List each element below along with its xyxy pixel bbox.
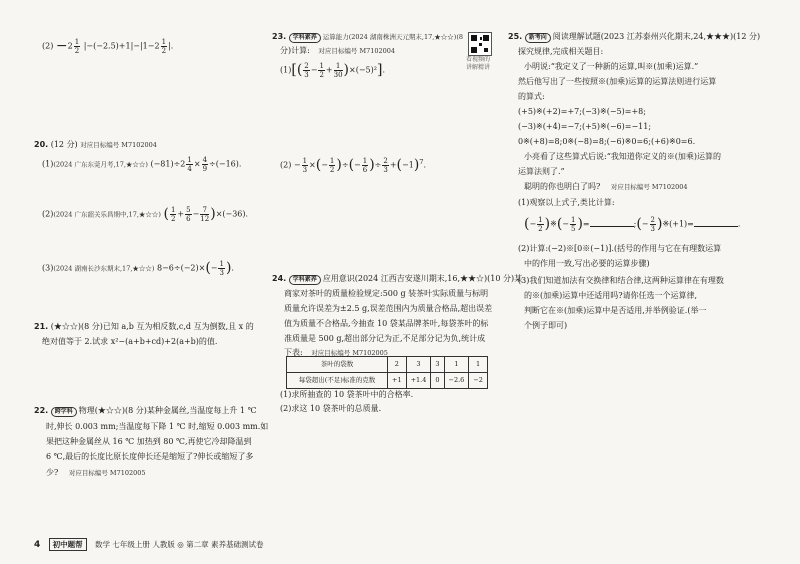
q25-line-with-target [524, 180, 688, 194]
page-footer [34, 538, 264, 551]
q25-text-line1: 阅读理解试题(2023 江苏泰州兴化期末,24,★★★)(12 分) [552, 32, 761, 41]
q25-part2-line1: (2)计算:(−2)※[0※(−1)].(括号的作用与它在有理数运算 [518, 244, 722, 253]
q25-part2-line2: 中的作用一致,写出必要的运算步骤) [524, 259, 650, 268]
q25-line: (−3)※(+4)=−7;(+5)※(−6)=−11; [518, 122, 652, 131]
q25-line: 0※(+8)=8;0※(−8)=8;(−6)※0=6;(+6)※0=6. [518, 137, 696, 146]
target-code: 对应目标编号 M7102005 [311, 349, 388, 357]
q24-text-line5: 准质量是 500 g,超出部分记为正,不足部分记为负,统计成 [284, 334, 486, 343]
q24-part2: (2)求这 10 袋茶叶的总质量. [280, 404, 382, 413]
q21 [34, 320, 254, 333]
q25-line: (+5)※(+2)=+7;(−3)※(−5)=+8; [518, 107, 646, 116]
q19-part2: (2) −2 $\frac{1}{2}$ |−(−2.5)+1|−|1−2 $\frac{1}{2}$ |. [42, 38, 174, 55]
table-row [287, 357, 488, 373]
target-code: 对应目标编号 M7102004 [318, 47, 396, 55]
qr-caption: 看视频的讲解精讲 [466, 56, 491, 71]
question-number: 24. [272, 274, 287, 283]
q25-line: 探究规律,完成相关题目: [518, 47, 604, 56]
target-code: 对应目标编号 M7102004 [610, 183, 688, 191]
table-row [287, 373, 488, 389]
table-cell: 1 [469, 357, 488, 373]
q20-part2: (2)(2024 广东韶关乐昌期中,17,★☆☆) ( $\frac{1}{2}$ + $\frac{5}{6}$ − $\frac{7}{12}$ )×(−36). [42, 206, 249, 223]
q23-text-line2: 分)计算: [280, 46, 310, 55]
q24-header [272, 272, 522, 285]
subject-tag: 学科素养 [289, 275, 321, 285]
qr-code-icon [468, 32, 492, 56]
q25-line: 运算法则了.” [518, 167, 565, 176]
q23-line2 [280, 44, 395, 58]
page-number: 4 [34, 540, 41, 550]
q25-line: 小亮看了这些算式后说:“我知道你定义的※(加乘)运算的 [524, 152, 722, 161]
q22-text-line4: 6 ℃,最后的长度比原长度伸长还是缩短了?伸长或缩短了多 [46, 452, 254, 461]
q20-part1: (1)(2024 广东东莞月考,17,★☆☆) (−81)÷2 $\frac{1}{4}$ × $\frac{4}{9}$ ÷(−16). [42, 156, 242, 173]
q24-text-line1: 应用意识(2024 江西吉安遂川期末,16,★★☆)(10 分)某 [322, 274, 523, 283]
q22-text-line3: 果把这种金属丝从 16 ℃ 加热到 80 ℃,再使它冷却降温到 [46, 437, 252, 446]
table-cell: −2 [469, 373, 488, 389]
tea-table [286, 356, 488, 389]
q25-line: 然后他写出了一些按照※(加乘)运算的运算法则进行运算 [518, 77, 717, 86]
q21-text-line1: (★☆☆)(8 分)已知 a,b 互为相反数,c,d 互为倒数,且 x 的 [50, 322, 254, 331]
subject-tag: 学科素养 [289, 33, 321, 43]
q24-text-line3: 质量允许误差为±2.5 g,误差范围内为质量合格品,超出误差 [284, 304, 493, 313]
q22-text-line5 [46, 466, 146, 480]
question-number: 25. [508, 32, 523, 41]
q25-part3-line3: 判断它在※(加乘)运算中是否适用,并举例验证.(举一 [524, 306, 707, 315]
subject-tag: 跨学科 [51, 407, 77, 417]
q24-text-line4: 值为质量不合格品,今抽查 10 袋某品牌茶叶,每袋茶叶的标 [284, 319, 489, 328]
q24-text-line2: 商家对茶叶的质量检验规定:500 g 装茶叶实际质量与标明 [284, 289, 489, 298]
q22-text-end: 少? [46, 468, 59, 477]
question-number: 22. [34, 406, 49, 415]
footer-text: 数学 七年级上册 人教版 ◎ 第二章 素养基础测试卷 [95, 540, 264, 549]
q20-header [34, 138, 157, 152]
q25-part3-line4: 个例子即可) [524, 321, 568, 330]
table-cell: 3 [406, 357, 431, 373]
table-cell: 1 [444, 357, 469, 373]
target-code: 对应目标编号 M7102005 [68, 469, 146, 477]
q20-part3: (3)(2024 湖南长沙东期末,17,★☆☆) 8−6÷(−2)×(− $\frac{1}{3}$ ). [42, 260, 234, 277]
q25-part1-expr: (− $\frac{1}{2}$ )※(− $\frac{1}{5}$ )= ;(− $\frac{2}{3}$ )※(+1)= . [524, 216, 741, 233]
table-cell: 3 [431, 357, 444, 373]
q24-part1: (1)求所抽查的 10 袋茶叶中的合格率. [280, 390, 414, 399]
table-cell: −2.6 [444, 373, 469, 389]
table-cell: 每袋超出(不足)标准的克数 [287, 373, 388, 389]
q22 [34, 404, 257, 417]
q23-part2: (2) − $\frac{1}{3}$ ×(− $\frac{1}{2}$ )÷(− $\frac{1}{6}$ )÷ $\frac{2}{3}$ $+(-1)^7$. [280, 157, 427, 175]
q25-part3-line1: (3)我们知道加法有交换律和结合律,这两种运算律在有理数 [518, 276, 724, 285]
q25-line: 的算式: [518, 92, 545, 101]
table-cell: 茶叶的袋数 [287, 357, 388, 373]
table-cell: +1.4 [406, 373, 431, 389]
table-cell: +1 [388, 373, 407, 389]
q21-text-line2: 绝对值等于 2.试求 x²−(a+b+cd)+2(a+b)的值. [42, 337, 218, 346]
q23-part1: (1)[( $\frac{2}{3}$ − $\frac{1}{2}$ + $\frac{1}{30}$ )×(−5)²]. [280, 62, 385, 79]
q25-part3-line2: 的※(加乘)运算中还适用吗?请你任选一个运算律, [524, 291, 698, 300]
q25-line: 聪明的你也明白了吗? [524, 182, 601, 191]
brand-label: 初中题帮 [49, 538, 87, 551]
question-number: 21. [34, 322, 49, 331]
q25-header [508, 30, 760, 43]
question-number: 23. [272, 32, 287, 41]
subject-tag: 新考向 [525, 33, 551, 43]
question-number: 20. [34, 140, 49, 149]
table-cell: 0 [431, 373, 444, 389]
q23-header [272, 30, 463, 44]
table-cell: 2 [388, 357, 407, 373]
q23-text-line1: 运算能力(2024 湖南株洲天元期末,17,★☆☆)(8 [322, 33, 463, 41]
q24-text-end: 下表: [284, 348, 303, 357]
target-code: 对应目标编号 M7102004 [80, 141, 157, 149]
points: (12 分) [50, 140, 78, 149]
q25-line: 小明说:“我定义了一种新的运算,叫※(加乘)运算.” [524, 62, 699, 71]
q22-text-line1: 物理(★☆☆)(8 分)某种金属丝,当温度每上升 1 ℃ [78, 406, 257, 415]
q25-part1-head: (1)观察以上式子,类比计算: [518, 198, 615, 207]
q22-text-line2: 时,伸长 0.003 mm;当温度每下降 1 ℃ 时,缩短 0.003 mm.如 [46, 422, 269, 431]
